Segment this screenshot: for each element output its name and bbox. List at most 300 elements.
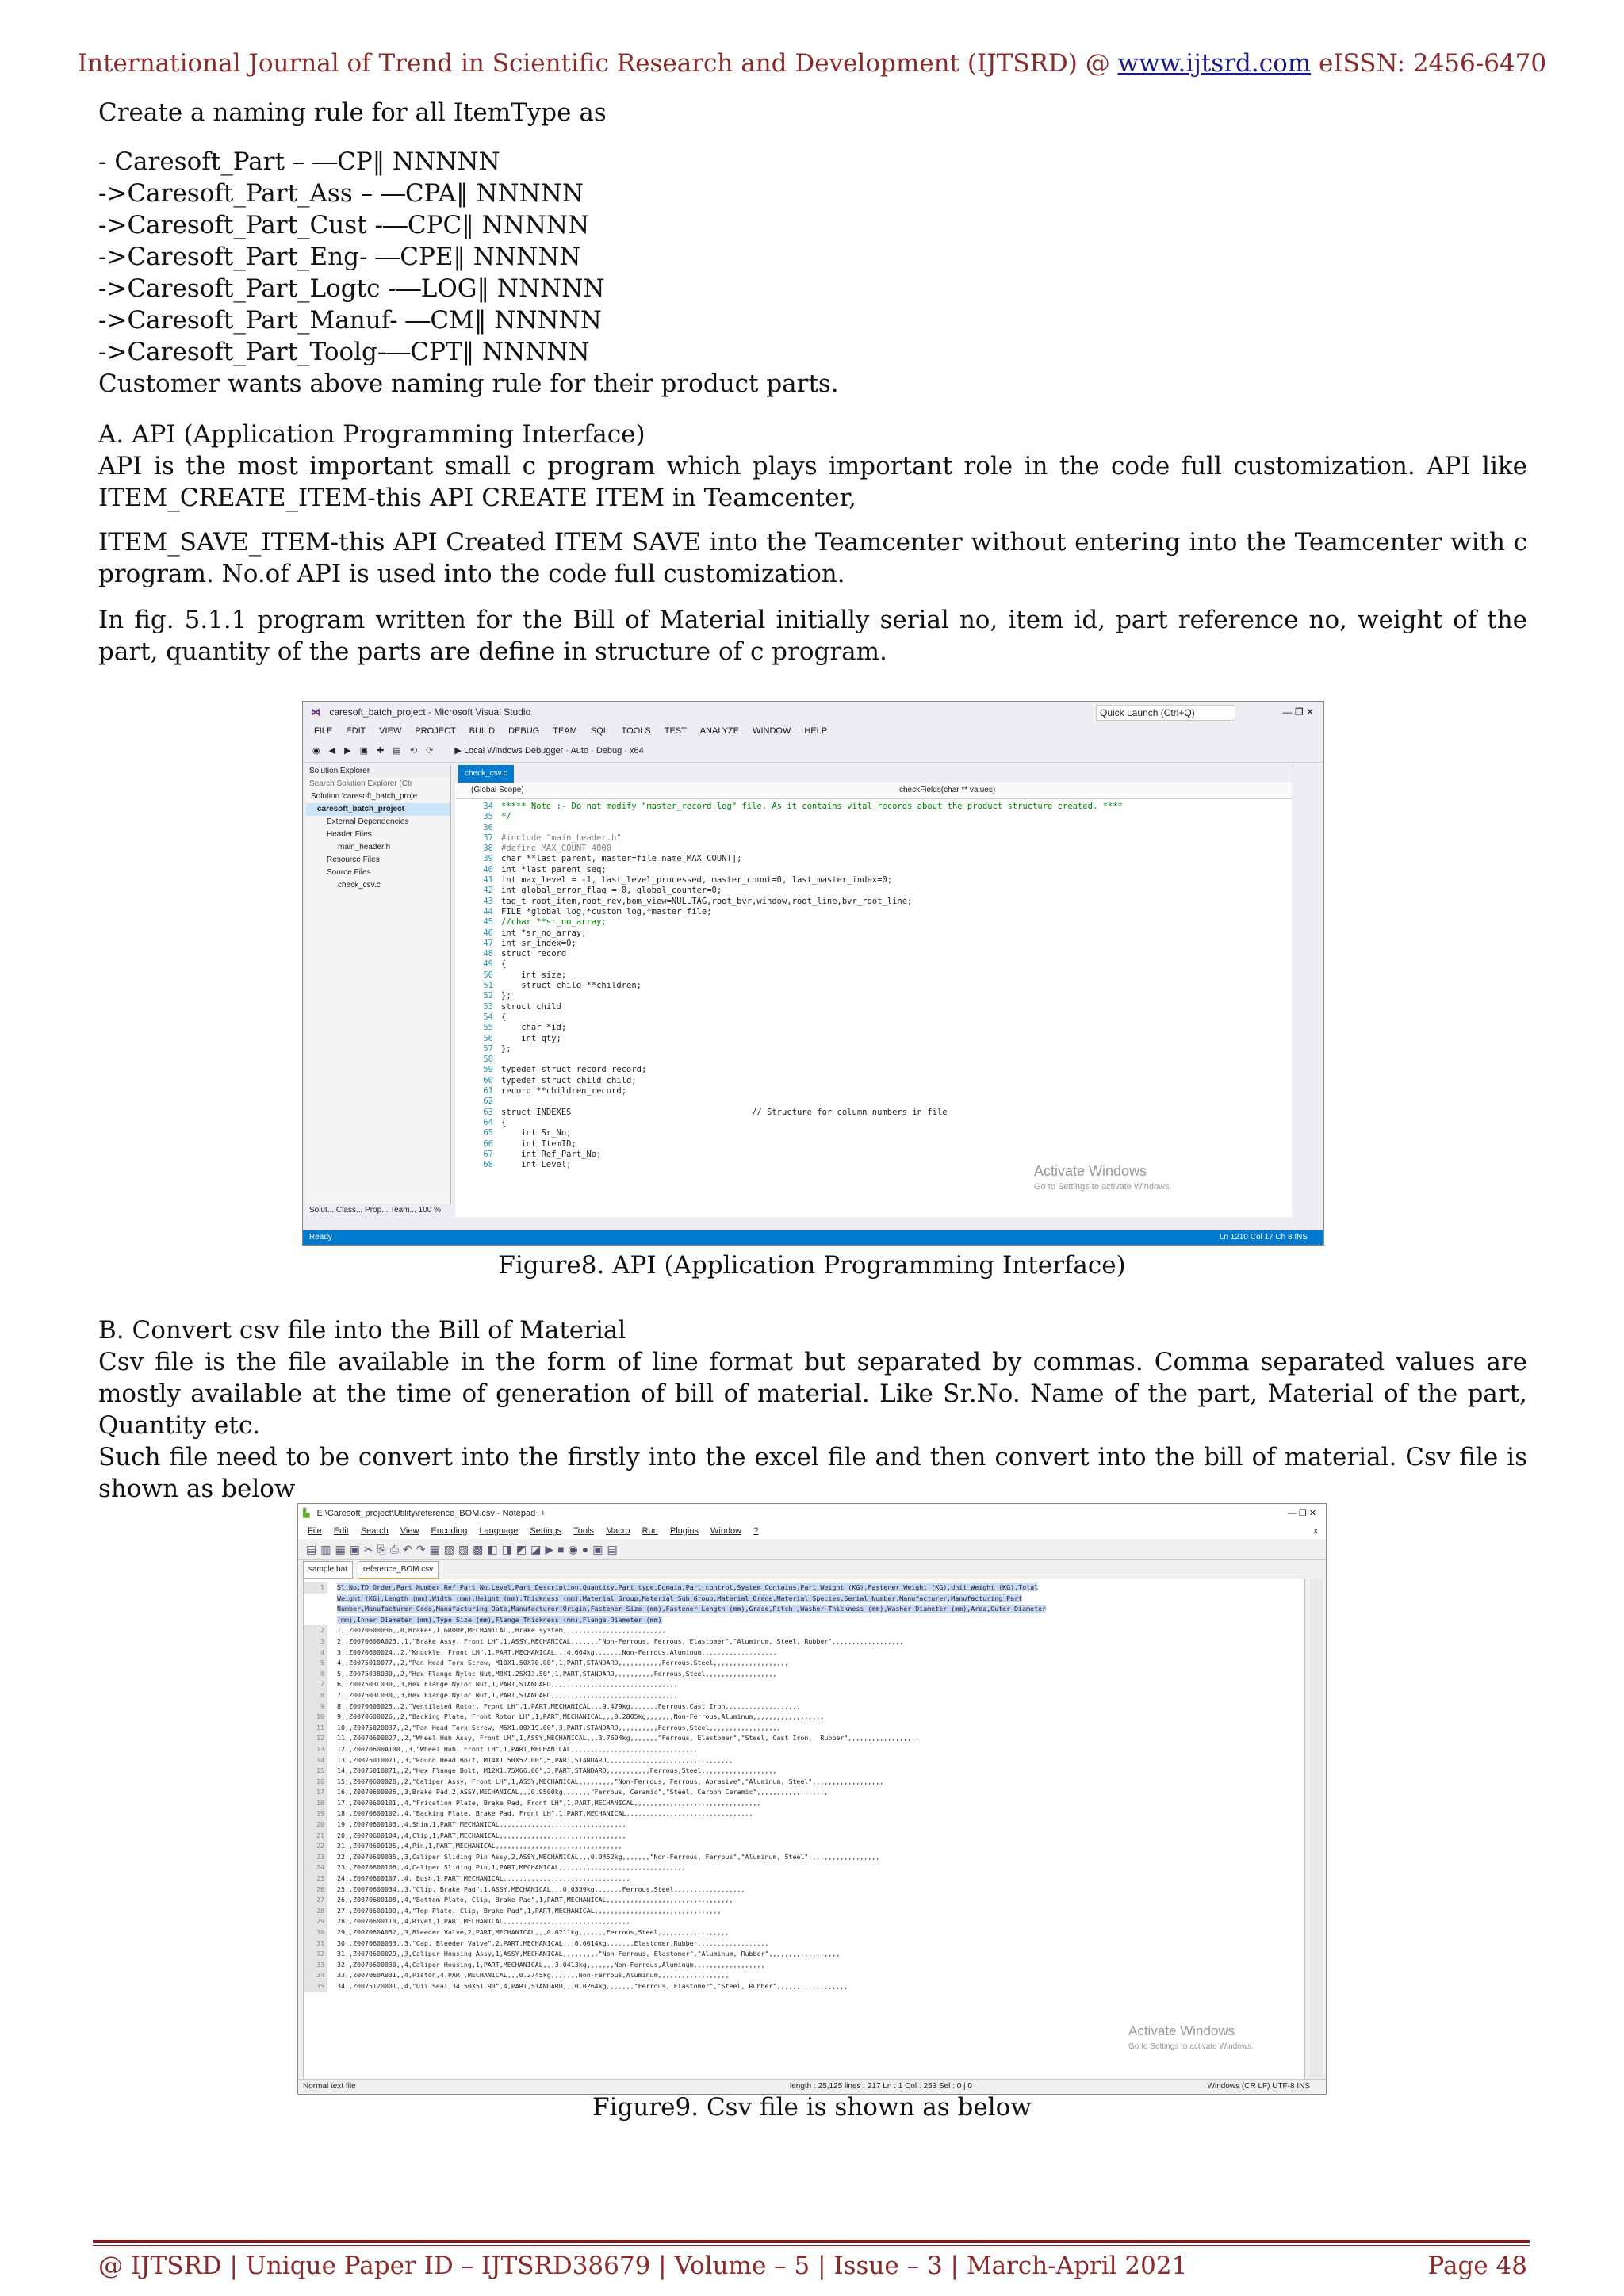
csv-text: 21,,Z0070600105,,4,Pin,1,PART,MECHANICAL,,,,,,,,,,,,,,,,,,,,,,,,,,,,,,,, — [337, 1842, 622, 1850]
editor-tab-check-csv[interactable]: check_csv.c — [458, 765, 514, 783]
line-number: 35 — [304, 1981, 327, 1992]
code-line — [455, 1023, 1292, 1033]
code-text: int max_level = -1, last_level_processed, master_count=0, last_master_index=0; — [501, 875, 893, 886]
csv-line — [304, 1938, 1304, 1950]
line-number: 49 — [483, 959, 493, 970]
vs-logo-icon: ⋈ — [311, 706, 320, 718]
line-number: 68 — [483, 1160, 493, 1170]
line-number: 33 — [304, 1960, 327, 1971]
csv-text: 4,,Z0075010077,,2,"Pan Head Torx Screw, M10X1.50X70.00",1,PART,STANDARD,,,,,,,,,,,Ferrous,Steel,,,,,,,,,,,,,,,,,,, — [337, 1659, 789, 1667]
code-line — [455, 1128, 1292, 1138]
line-number: 5 — [304, 1658, 327, 1669]
csv-line — [304, 1679, 1304, 1690]
code-text: { — [501, 1117, 507, 1127]
code-text: { — [501, 1012, 507, 1022]
csv-text: 22,,Z0070600035,,3,Caliper Sliding Pin Assy,2,ASSY,MECHANICAL,,,0.0452kg,,,,,,,"Non-Ferrous, Ferrous","Aluminum, Steel",,,,,,,,,,,,,,,,,, — [337, 1852, 880, 1861]
csv-text: 26,,Z0070600108,,4,"Bottom Plate, Clip, Brake Pad",1,PART,MECHANICAL,,,,,,,,,,,,,,,,,,,,,,,,,,,,,,,, — [337, 1896, 733, 1904]
code-text: int global_error_flag = 0, global_counter=0; — [501, 886, 722, 896]
csv-text: 13,,Z0075010071,,3,"Round Head Bolt, M14X1.50X52.00",5,PART,STANDARD,,,,,,,,,,,,,,,,,,,,,,,,,,,,,,,, — [337, 1755, 733, 1764]
line-number: 39 — [483, 854, 493, 864]
csv-line — [304, 1604, 1304, 1615]
scope-bar — [455, 783, 1292, 799]
csv-line — [304, 1658, 1304, 1669]
naming-rule: ->Caresoft_Part_Logtc -―LOG‖ NNNNN — [98, 274, 605, 303]
menu-window[interactable]: Window — [710, 1526, 742, 1536]
csv-text: 23,,Z0070600106,,4,Caliper Sliding Pin,1,PART,MECHANICAL,,,,,,,,,,,,,,,,,,,,,,,,,,,,,,,, — [337, 1863, 686, 1872]
code-text: #include "main_header.h" — [501, 832, 622, 843]
solution-explorer-title: Solution Explorer — [306, 765, 450, 778]
csv-line — [304, 1744, 1304, 1755]
csv-line — [304, 1820, 1304, 1831]
status-ready: Ready — [309, 1233, 332, 1242]
code-text: int size; — [501, 970, 567, 980]
section-b-paragraph-2: Such file need to be convert into the firstly into the excel file and then convert into the bill of material. Csv file is shown as below — [98, 1443, 1527, 1503]
menu-language[interactable]: Language — [479, 1526, 519, 1536]
line-number: 65 — [483, 1128, 493, 1138]
csv-line — [304, 1970, 1304, 1981]
tab-sample-bat[interactable]: sample.bat — [303, 1561, 353, 1578]
menu-macro[interactable]: Macro — [605, 1526, 630, 1536]
code-line — [455, 875, 1292, 886]
vertical-scrollbar[interactable] — [1310, 1578, 1323, 2078]
menu-edit[interactable]: Edit — [333, 1526, 349, 1536]
line-number: 14 — [304, 1755, 327, 1766]
line-number: 4 — [304, 1647, 327, 1659]
window-controls-icon[interactable]: — ❐ ✕ — [1282, 706, 1314, 718]
menu-file[interactable]: FILE — [314, 726, 333, 736]
code-line — [455, 802, 1292, 812]
csv-line — [304, 1895, 1304, 1906]
line-number: 7 — [304, 1679, 327, 1690]
menu-help[interactable]: HELP — [804, 726, 828, 736]
np-editor[interactable] — [303, 1578, 1305, 2080]
solution-explorer-search[interactable]: Search Solution Explorer (Ctr — [309, 779, 413, 788]
tree-item[interactable]: Header Files — [327, 830, 372, 839]
code-text: struct child — [501, 1001, 561, 1012]
csv-text: 32,,Z0070600030,,4,Caliper Housing,1,PART,MECHANICAL,,,3.0413kg,,,,,,,Non-Ferrous,Aluminum,,,,,,,,,,,,,,,,,, — [337, 1960, 765, 1969]
line-number: 15 — [304, 1766, 327, 1777]
line-number: 25 — [304, 1873, 327, 1885]
code-line — [455, 1150, 1292, 1160]
server-explorer-strip[interactable] — [1293, 765, 1323, 1217]
code-line — [455, 949, 1292, 959]
code-line — [455, 1044, 1292, 1054]
toolbar-debug-config[interactable]: ▶ Local Windows Debugger · Auto · Debug · x64 — [454, 746, 644, 756]
vs-statusbar — [303, 1230, 1323, 1245]
figure8-caption: Figure8. API (Application Programming Interface) — [498, 1251, 1126, 1280]
naming-rules-list — [98, 146, 1527, 400]
line-number: 2 — [304, 1625, 327, 1636]
code-line — [455, 1118, 1292, 1128]
menu-tools[interactable]: Tools — [573, 1526, 594, 1536]
line-number: 51 — [483, 981, 493, 991]
menu-project[interactable]: PROJECT — [415, 726, 456, 736]
csv-text: 10,,Z0075020037,,2,"Pan Head Torx Screw, M6X1.00X19.00",3,PART,STANDARD,,,,,,,,,,Ferrous,Steel,,,,,,,,,,,,,,,,,, — [337, 1723, 781, 1732]
window-controls-icon[interactable]: — ❐ ✕ — [1287, 1509, 1316, 1518]
menu-view[interactable]: View — [400, 1526, 419, 1536]
csv-text: Weight (KG),Length (mm),Width (mm),Height (mm),Thickness (mm),Material Group,Material Sub Group,Material Grade,Material Species,Serial Number,Manufacturer,Manufacturing Part — [337, 1594, 1023, 1602]
np-tabbar — [298, 1561, 1326, 1577]
line-number: 37 — [483, 832, 493, 843]
figure9-notepad-screenshot — [297, 1503, 1327, 2095]
csv-line — [304, 1808, 1304, 1820]
solution-explorer-panel — [306, 765, 451, 1217]
csv-text: 9,,Z0070600026,,2,"Backing Plate, Front Rotor LH",1,PART,MECHANICAL,,,0.2805kg,,,,,,,Non-Ferrous,Aluminum,,,,,,,,,,,,,,,,,, — [337, 1712, 825, 1721]
line-number: 58 — [483, 1054, 493, 1065]
line-number: 48 — [483, 949, 493, 959]
line-number: 52 — [483, 991, 493, 1001]
code-line — [455, 1054, 1292, 1065]
naming-rule: ->Caresoft_Part_Eng- ―CPE‖ NNNNN — [98, 243, 581, 271]
line-number: 24 — [304, 1862, 327, 1873]
code-line — [455, 939, 1292, 949]
line-number: 6 — [304, 1669, 327, 1680]
np-window-title: E:\Caresoft_project\Utility\reference_BOM.csv - Notepad++ — [316, 1509, 546, 1518]
csv-line — [304, 1798, 1304, 1809]
line-number: 9 — [304, 1701, 327, 1712]
line-number: 46 — [483, 928, 493, 938]
csv-text: 17,,Z0070600101,,4,"Frication Plate, Brake Pad, Front LH",1,PART,MECHANICAL,,,,,,,,,,,,,,,,,,,,,,,,,,,,,,,, — [337, 1798, 761, 1807]
line-number: 38 — [483, 844, 493, 854]
code-text: int Level; — [501, 1160, 572, 1170]
menu-plugins[interactable]: Plugins — [669, 1526, 699, 1536]
naming-rule: - Caresoft_Part – ―CP‖ NNNNN — [98, 147, 500, 176]
code-text: }; — [501, 991, 511, 1001]
intro-block — [98, 97, 1527, 128]
scope-right[interactable]: checkFields(char ** values) — [899, 786, 996, 794]
close-document-icon[interactable]: x — [1313, 1526, 1318, 1536]
line-number: 66 — [483, 1138, 493, 1149]
csv-line — [304, 1949, 1304, 1960]
csv-line — [304, 1647, 1304, 1659]
csv-text: 5,,Z0075038030,,2,"Hex Flange Nyloc Nut,M8X1.25X13.50",1,PART,STANDARD,,,,,,,,,,Ferrous,Steel,,,,,,,,,,,,,,,,,, — [337, 1669, 777, 1678]
section-b-heading: B. Convert csv file into the Bill of Material — [98, 1316, 626, 1345]
csv-line — [304, 1582, 1304, 1594]
csv-line — [304, 1594, 1304, 1605]
code-text: ***** Note :- Do not modify "master_record.log" file. As it contains vital records about the product structure created. **** — [501, 802, 1123, 811]
code-text: */ — [501, 812, 511, 822]
csv-text: 14,,Z0075010071,,2,"Hex Flange Bolt, M12X1.75X66.00",3,PART,STANDARD,,,,,,,,,,,Ferrous,Steel,,,,,,,,,,,,,,,,,,, — [337, 1766, 777, 1775]
code-line — [455, 970, 1292, 981]
np-toolbar — [298, 1539, 1326, 1560]
csv-line — [304, 1701, 1304, 1712]
csv-line — [304, 1690, 1304, 1701]
line-number: 18 — [304, 1798, 327, 1809]
code-line — [455, 854, 1292, 864]
line-number: 30 — [304, 1927, 327, 1938]
csv-lines — [304, 1582, 1304, 1992]
tree-item[interactable]: Solution 'caresoft_batch_proje — [311, 792, 418, 801]
csv-line — [304, 1625, 1304, 1636]
vs-toolbar — [303, 740, 1323, 763]
tree-item[interactable]: main_header.h — [338, 843, 391, 851]
tree-item[interactable]: caresoft_batch_project — [306, 803, 450, 816]
line-number: 13 — [304, 1744, 327, 1755]
journal-url-link[interactable]: www.ijtsrd.com — [1117, 49, 1312, 78]
csv-line — [304, 1636, 1304, 1647]
code-text: int *last_parent_seq; — [501, 864, 607, 874]
line-number: 27 — [304, 1895, 327, 1906]
solution-explorer-tabs[interactable]: Solut... Class... Prop... Team... 100 % — [306, 1204, 454, 1217]
naming-rule: ->Caresoft_Part_Ass – ―CPA‖ NNNNN — [98, 179, 584, 208]
journal-name: International Journal of Trend in Scientific Research and Development (IJTSRD) @ — [77, 49, 1118, 78]
code-text: record **children_record; — [501, 1086, 627, 1096]
line-number: 41 — [483, 875, 493, 886]
code-text: { — [501, 959, 507, 970]
line-number: 43 — [483, 896, 493, 906]
line-number: 16 — [304, 1777, 327, 1788]
code-text: typedef struct child child; — [501, 1075, 637, 1085]
code-line — [455, 1139, 1292, 1150]
line-number: 47 — [483, 938, 493, 948]
csv-line — [304, 1766, 1304, 1777]
line-number: 62 — [483, 1096, 493, 1107]
line-number: 60 — [483, 1075, 493, 1085]
csv-text: 19,,Z0070600103,,4,Shim,1,PART,MECHANICAL,,,,,,,,,,,,,,,,,,,,,,,,,,,,,,,, — [337, 1820, 626, 1829]
line-number: 26 — [304, 1885, 327, 1896]
tree-item[interactable]: External Dependencies — [327, 817, 409, 826]
status-encoding: Windows (CR LF) UTF-8 INS — [1207, 2082, 1310, 2091]
vs-titlebar — [303, 702, 1323, 722]
np-titlebar — [298, 1504, 1326, 1523]
code-line — [455, 907, 1292, 917]
csv-text: 11,,Z0070600027,,2,"Wheel Hub Assy, Front LH",1,ASSY,MECHANICAL,,,3.7604kg,,,,,,,"Ferrous, Elastomer","Steel, Cast Iron, Rubber",,,,,,,,,,,,,,,,,, — [337, 1734, 920, 1743]
csv-line — [304, 1873, 1304, 1885]
line-number: 11 — [304, 1723, 327, 1734]
menu-run[interactable]: Run — [642, 1526, 658, 1536]
line-number: 54 — [483, 1012, 493, 1022]
line-number: 44 — [483, 906, 493, 916]
csv-text: 31,,Z0070600029,,3,Caliper Housing Assy,1,ASSY,MECHANICAL,,,,,,,,,"Non-Ferrous, Elastomer","Aluminum, Rubber",,,,,,,,,,,,,,,,,, — [337, 1950, 841, 1958]
code-line — [455, 833, 1292, 844]
csv-line — [304, 1841, 1304, 1852]
code-text: FILE *global_log,*custom_log,*master_file; — [501, 906, 712, 916]
line-number: 63 — [483, 1107, 493, 1117]
code-text: int ItemID; — [501, 1138, 576, 1149]
menu-encoding[interactable]: Encoding — [431, 1526, 468, 1536]
code-line — [455, 1002, 1292, 1012]
code-line — [455, 1076, 1292, 1086]
tree-item[interactable]: check_csv.c — [338, 881, 381, 890]
line-number: 31 — [304, 1938, 327, 1950]
page-number: Page 48 — [1427, 2252, 1527, 2280]
line-number: 17 — [304, 1787, 327, 1798]
menu-search[interactable]: Search — [360, 1526, 389, 1536]
footer-rule-thin — [93, 2245, 1530, 2246]
journal-issn: eISSN: 2456-6470 — [1311, 49, 1547, 78]
code-text: }; — [501, 1043, 511, 1054]
csv-text: 29,,Z007060A032,,3,Bleeder Valve,2,PART,MECHANICAL,,,0.0211kg,,,,,,,Ferrous,Steel,,,,,,,,,,,,,,,,,, — [337, 1928, 730, 1936]
line-number: 8 — [304, 1690, 327, 1701]
csv-text: 18,,Z0070600102,,4,"Backing Plate, Brake Pad, Front LH",1,PART,MECHANICAL,,,,,,,,,,,,,,,,,,,,,,,,,,,,,,,, — [337, 1809, 753, 1818]
csv-text: 24,,Z0070600107,,4, Bush,1,PART,MECHANICAL,,,,,,,,,,,,,,,,,,,,,,,,,,,,,,,, — [337, 1874, 630, 1883]
menu-sql[interactable]: SQL — [590, 726, 608, 736]
activate-windows-subtext: Go to Settings to activate Windows. — [1128, 2042, 1254, 2051]
line-number: 40 — [483, 864, 493, 874]
csv-text: Number,Manufacturer Code,Manufacturing Date,Manufacturer Origin,Fastener Size (mm),Fastener Length (mm),Grade,Pitch ,Washer Thickness (mm),Washer Diameter (mm),Area,Outer Diameter — [337, 1605, 1047, 1613]
code-line — [455, 991, 1292, 1001]
status-filetype: Normal text file — [303, 2082, 356, 2091]
csv-text: 15,,Z0070600028,,2,"Caliper Assy, Front LH",1,ASSY,MECHANICAL,,,,,,,,,"Non-Ferrous, Ferrous, Abrasive","Aluminum, Steel",,,,,,,,,,,,,,,,,, — [337, 1777, 884, 1785]
menu-analyze[interactable]: ANALYZE — [699, 726, 740, 736]
csv-line — [304, 1669, 1304, 1680]
section-a-heading: A. API (Application Programming Interface) — [98, 420, 645, 449]
footer-text: @ IJTSRD | Unique Paper ID – IJTSRD38679 | Volume – 5 | Issue – 3 | March-April 2021 — [98, 2252, 1188, 2280]
line-number: 53 — [483, 1001, 493, 1012]
csv-text: 7,,Z007503C030,,3,Hex Flange Nyloc Nut,1,PART,STANDARD,,,,,,,,,,,,,,,,,,,,,,,,,,,,,,,, — [337, 1690, 678, 1699]
line-number: 3 — [304, 1636, 327, 1647]
line-number: 35 — [483, 812, 493, 822]
csv-line — [304, 1916, 1304, 1927]
csv-text: 25,,Z0070600034,,3,"Clip, Brake Pad",1,ASSY,MECHANICAL,,,0.0339kg,,,,,,,Ferrous,Steel,,,,,,,,,,,,,,,,,, — [337, 1885, 745, 1893]
code-text: char *id; — [501, 1023, 567, 1033]
notepad-logo-icon: ▙ — [303, 1509, 310, 1518]
code-line — [455, 823, 1292, 833]
code-line — [455, 1065, 1292, 1075]
csv-text: 2,,Z0070600A023,,1,"Brake Assy, Front LH",1,ASSY,MECHANICAL,,,,,,,"Non-Ferrous, Ferrous, Elastomer","Aluminum, Steel, Rubber",,,,,,,,,,,,,,,,,, — [337, 1636, 904, 1645]
intro-closing: Customer wants above naming rule for their product parts. — [98, 369, 839, 398]
code-line — [455, 1034, 1292, 1044]
csv-line — [304, 1960, 1304, 1971]
menu-debug[interactable]: DEBUG — [508, 726, 540, 736]
code-line — [455, 1086, 1292, 1096]
code-text: struct child **children; — [501, 981, 642, 991]
code-line — [455, 1012, 1292, 1023]
figure9-caption: Figure9. Csv file is shown as below — [592, 2093, 1032, 2122]
tree-item[interactable]: Resource Files — [327, 855, 380, 864]
menu-build[interactable]: BUILD — [469, 726, 496, 736]
csv-line — [304, 1733, 1304, 1744]
csv-text: 3,,Z0070600024,,2,"Knuckle, Front LH",1,PART,MECHANICAL,,,4.664kg,,,,,,,Non-Ferrous,Aluminum,,,,,,,,,,,,,,,,,,, — [337, 1647, 777, 1656]
code-text: char **last_parent, master=file_name[MAX_COUNT]; — [501, 854, 742, 864]
line-number: 28 — [304, 1906, 327, 1917]
tab-reference-bom[interactable]: reference_BOM.csv — [358, 1561, 439, 1579]
csv-line — [304, 1906, 1304, 1917]
code-text: //char **sr_no_array; — [501, 917, 607, 928]
menu-tools[interactable]: TOOLS — [621, 726, 651, 736]
csv-text: 30,,Z0070600033,,3,"Cap, Bleeder Valve",2,PART,MECHANICAL,,,0.0014kg,,,,,,,Elastomer,Rubber,,,,,,,,,,,,,,,,,, — [337, 1938, 769, 1947]
line-number: 36 — [483, 822, 493, 832]
csv-text: 28,,Z0070600110,,4,Rivet,1,PART,MECHANICAL,,,,,,,,,,,,,,,,,,,,,,,,,,,,,,,, — [337, 1917, 630, 1926]
code-text: #define MAX_COUNT 4000 — [501, 844, 612, 854]
line-number: 32 — [304, 1949, 327, 1960]
csv-line — [304, 1981, 1304, 1992]
code-line — [455, 981, 1292, 991]
csv-text: 34,,Z0075120001,,4,"Oil Seal,34.50X51.90",4,PART,STANDARD,,,0.0264kg,,,,,,,"Ferrous, Elastomer","Steel, Rubber",,,,,,,,,,,,,,,,,, — [337, 1981, 848, 1990]
np-menubar — [298, 1523, 1326, 1539]
line-number: 45 — [483, 917, 493, 928]
csv-line — [304, 1755, 1304, 1766]
code-text: int sr_index=0; — [501, 938, 576, 948]
vs-window-title: caresoft_batch_project - Microsoft Visual Studio — [329, 706, 531, 718]
np-statusbar — [298, 2079, 1326, 2094]
naming-rule: ->Caresoft_Part_Manuf- ―CM‖ NNNNN — [98, 306, 602, 335]
code-line — [455, 844, 1292, 854]
code-line — [455, 886, 1292, 896]
toolbar-icons[interactable]: ▤▥▦▣✂⎘⎙↶↷▦▧▨▩◧◨◩◪▶■◉●▣▤ — [306, 1543, 622, 1556]
csv-line — [304, 1723, 1304, 1734]
section-a-paragraph-3: In fig. 5.1.1 program written for the Bill of Material initially serial no, item id, part reference no, weight of the part, quantity of the parts are define in structure of c program. — [98, 606, 1527, 666]
menu-file[interactable]: File — [308, 1526, 322, 1536]
code-lines — [455, 802, 1292, 1170]
menu-edit[interactable]: EDIT — [346, 726, 366, 736]
code-text: int Ref_Part_No; — [501, 1149, 602, 1159]
activate-windows-watermark: Activate Windows — [1128, 2023, 1235, 2038]
line-number: 64 — [483, 1117, 493, 1127]
code-line — [455, 1108, 1292, 1118]
scope-left[interactable]: (Global Scope) — [471, 786, 524, 794]
menu-view[interactable]: VIEW — [379, 726, 402, 736]
intro-line: Create a naming rule for all ItemType as — [98, 98, 607, 127]
quick-launch-input[interactable]: Quick Launch (Ctrl+Q) — [1096, 705, 1235, 721]
line-number: 55 — [483, 1023, 493, 1033]
csv-line — [304, 1862, 1304, 1873]
code-editor[interactable] — [455, 765, 1292, 1217]
line-number: 22 — [304, 1841, 327, 1852]
csv-line — [304, 1615, 1304, 1626]
csv-line — [304, 1777, 1304, 1788]
menu-help[interactable]: ? — [753, 1526, 759, 1536]
line-number: 20 — [304, 1820, 327, 1831]
csv-line — [304, 1787, 1304, 1798]
figure8-visual-studio-screenshot — [302, 701, 1324, 1246]
status-position: Ln 1210 Col 17 Ch 8 INS — [1219, 1233, 1308, 1242]
line-number: 61 — [483, 1086, 493, 1096]
menu-window[interactable]: WINDOW — [753, 726, 791, 736]
activate-windows-subtext: Go to Settings to activate Windows. — [1034, 1182, 1172, 1192]
csv-text: 6,,Z007503C030,,3,Hex Flange Nyloc Nut,1,PART,STANDARD,,,,,,,,,,,,,,,,,,,,,,,,,,,,,,,, — [337, 1680, 678, 1689]
csv-text: 1,,Z0070600036,,0,Brakes,1,GROUP,MECHANICAL,,Brake system,,,,,,,,,,,,,,,,,,,,,,,,,, — [337, 1626, 666, 1635]
csv-text: Sl.No,TD Order,Part Number,Ref Part No,Level,Part Description,Quantity,Part type,Domain,Part control,System Contains,Part Weight (KG),Fastener Weight (KG),Unit Weight (KG),Total — [337, 1583, 1039, 1591]
tree-item[interactable]: Source Files — [327, 868, 371, 877]
section-b-paragraph-1: Csv file is the file available in the form of line format but separated by commas. Comma separated values are mostly available at the time of generation of bill of material. Like Sr.No. Name of the part, Material of the part, Quantity etc. — [98, 1348, 1527, 1440]
line-number: 1 — [304, 1582, 327, 1594]
menu-settings[interactable]: Settings — [530, 1526, 562, 1536]
line-number: 67 — [483, 1149, 493, 1159]
csv-line — [304, 1831, 1304, 1842]
line-number: 59 — [483, 1065, 493, 1075]
naming-rule: ->Caresoft_Part_Toolg-―CPT‖ NNNNN — [98, 338, 590, 366]
section-a-paragraph-1: API is the most important small c program which plays important role in the code full customization. API like ITEM_CREATE_ITEM-this API CREATE ITEM in Teamcenter, — [98, 452, 1527, 512]
code-line — [455, 1160, 1292, 1170]
menu-test[interactable]: TEST — [664, 726, 687, 736]
code-line — [455, 865, 1292, 875]
line-number: 57 — [483, 1043, 493, 1054]
line-number: 34 — [483, 802, 493, 811]
csv-line — [304, 1712, 1304, 1723]
journal-header — [0, 49, 1624, 78]
editor-tabbar — [455, 765, 1292, 783]
line-number: 12 — [304, 1733, 327, 1744]
menu-team[interactable]: TEAM — [553, 726, 577, 736]
code-line — [455, 959, 1292, 970]
code-line — [455, 897, 1292, 907]
line-number: 10 — [304, 1712, 327, 1723]
code-text: int *sr_no_array; — [501, 928, 587, 938]
code-text: int Sr_No; — [501, 1128, 572, 1138]
csv-text: 8,,Z0070600025,,2,"Ventilated Rotor, Front LH",1,PART,MECHANICAL,,,9.479kg,,,,,,,Ferrous,Cast Iron,,,,,,,,,,,,,,,,,,, — [337, 1701, 801, 1710]
toolbar-icons[interactable]: ◉ ◀ ▶ ▣ ✚ ▤ ⟲ ⟳ — [312, 746, 437, 756]
status-length: length : 25,125 lines : 217 Ln : 1 Col : 253 Sel : 0 | 0 — [790, 2082, 972, 2091]
line-number: 56 — [483, 1033, 493, 1043]
csv-text: (mm),Inner Diameter (mm),Type Size (mm),Flange Thickness (mm),Flange Diameter (mm) — [337, 1615, 662, 1624]
line-number: 34 — [304, 1970, 327, 1981]
csv-text: 20,,Z0070600104,,4,Clip,1,PART,MECHANICAL,,,,,,,,,,,,,,,,,,,,,,,,,,,,,,,, — [337, 1831, 626, 1839]
code-text: tag_t root_item,root_rev,bom_view=NULLTAG,root_bvr,window,root_line,bvr_root_line; — [501, 896, 913, 906]
line-number: 21 — [304, 1831, 327, 1842]
csv-line — [304, 1885, 1304, 1896]
section-a-paragraph-2: ITEM_SAVE_ITEM-this API Created ITEM SAVE into the Teamcenter without entering into the Teamcenter with c program. No.of API is used into the code full customization. — [98, 528, 1527, 588]
